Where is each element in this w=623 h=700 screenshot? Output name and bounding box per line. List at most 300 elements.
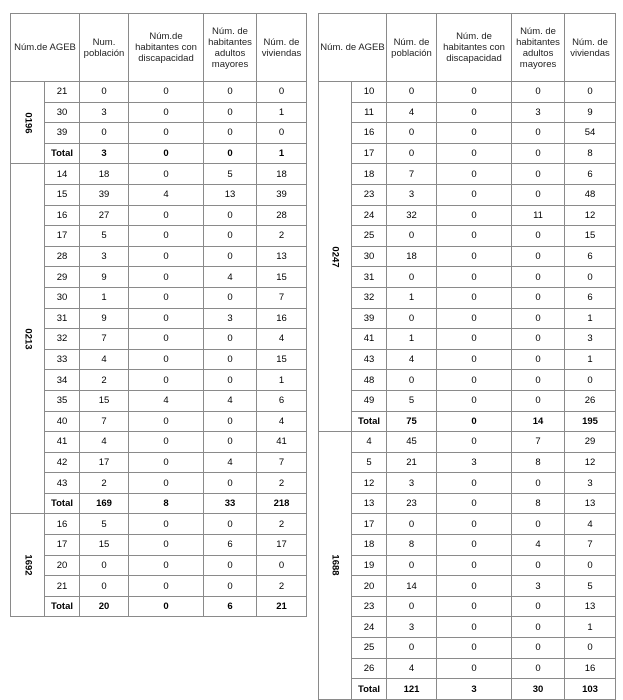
poblacion-cell: 7 — [80, 411, 129, 432]
viviendas-cell: 1 — [565, 308, 616, 329]
discapacidad-cell: 0 — [129, 267, 204, 288]
adultos-mayores-cell: 11 — [512, 205, 565, 226]
adultos-mayores-cell: 0 — [204, 329, 257, 350]
viviendas-cell: 54 — [565, 123, 616, 144]
table-row — [319, 267, 616, 288]
manzana-cell: 20 — [45, 555, 80, 576]
header-viviendas: Núm. de viviendas — [257, 14, 307, 82]
table-row — [11, 184, 307, 205]
discapacidad-cell: 0 — [129, 226, 204, 247]
poblacion-cell: 75 — [387, 411, 437, 432]
adultos-mayores-cell: 0 — [512, 164, 565, 185]
discapacidad-cell: 0 — [437, 493, 512, 514]
manzana-cell: 40 — [45, 411, 80, 432]
total-row — [11, 493, 307, 514]
viviendas-cell: 12 — [565, 205, 616, 226]
adultos-mayores-cell: 0 — [512, 267, 565, 288]
discapacidad-cell: 0 — [437, 411, 512, 432]
poblacion-cell: 14 — [387, 576, 437, 597]
discapacidad-cell: 0 — [437, 370, 512, 391]
adultos-mayores-cell: 0 — [512, 370, 565, 391]
poblacion-cell: 8 — [387, 535, 437, 556]
table-row — [319, 658, 616, 679]
table-row — [11, 123, 307, 144]
discapacidad-cell: 0 — [437, 390, 512, 411]
viviendas-cell: 1 — [565, 617, 616, 638]
poblacion-cell: 3 — [387, 184, 437, 205]
table-row — [11, 390, 307, 411]
discapacidad-cell: 0 — [437, 432, 512, 453]
viviendas-cell: 1 — [565, 349, 616, 370]
discapacidad-cell: 0 — [437, 267, 512, 288]
adultos-mayores-cell: 33 — [204, 493, 257, 514]
table-row — [319, 329, 616, 350]
table-row — [319, 205, 616, 226]
poblacion-cell: 1 — [387, 287, 437, 308]
viviendas-cell: 12 — [565, 452, 616, 473]
poblacion-cell: 39 — [80, 184, 129, 205]
manzana-cell: 23 — [352, 184, 387, 205]
adultos-mayores-cell: 6 — [204, 596, 257, 617]
discapacidad-cell: 0 — [437, 555, 512, 576]
viviendas-cell: 16 — [565, 658, 616, 679]
viviendas-cell: 3 — [565, 473, 616, 494]
poblacion-cell: 18 — [387, 246, 437, 267]
discapacidad-cell: 0 — [437, 638, 512, 659]
left-table — [10, 13, 307, 617]
table-row — [11, 555, 307, 576]
adultos-mayores-cell: 0 — [512, 82, 565, 103]
manzana-cell: 14 — [45, 164, 80, 185]
discapacidad-cell: 0 — [129, 287, 204, 308]
table-row — [319, 184, 616, 205]
viviendas-cell: 13 — [257, 246, 307, 267]
table-row — [11, 102, 307, 123]
manzana-cell: 24 — [352, 617, 387, 638]
poblacion-cell: 18 — [80, 164, 129, 185]
viviendas-cell: 6 — [565, 164, 616, 185]
poblacion-cell: 4 — [80, 432, 129, 453]
viviendas-cell: 7 — [565, 535, 616, 556]
manzana-cell: 42 — [45, 452, 80, 473]
poblacion-cell: 2 — [80, 370, 129, 391]
viviendas-cell: 15 — [257, 267, 307, 288]
viviendas-cell: 15 — [565, 226, 616, 247]
adultos-mayores-cell: 30 — [512, 679, 565, 700]
discapacidad-cell: 0 — [129, 349, 204, 370]
poblacion-cell: 0 — [387, 226, 437, 247]
manzana-cell: 25 — [352, 638, 387, 659]
table-row — [319, 493, 616, 514]
discapacidad-cell: 4 — [129, 184, 204, 205]
discapacidad-cell: 0 — [437, 246, 512, 267]
table-row — [11, 82, 307, 103]
poblacion-cell: 0 — [387, 638, 437, 659]
manzana-cell: 30 — [45, 287, 80, 308]
discapacidad-cell: 0 — [129, 82, 204, 103]
table-row — [319, 432, 616, 453]
discapacidad-cell: 0 — [129, 123, 204, 144]
poblacion-cell: 0 — [387, 123, 437, 144]
manzana-cell: 26 — [352, 658, 387, 679]
viviendas-cell: 13 — [565, 596, 616, 617]
poblacion-cell: 0 — [387, 308, 437, 329]
poblacion-cell: 20 — [80, 596, 129, 617]
viviendas-cell: 8 — [565, 143, 616, 164]
table-row — [11, 164, 307, 185]
table-row — [11, 576, 307, 597]
viviendas-cell: 1 — [257, 370, 307, 391]
table-row — [11, 452, 307, 473]
poblacion-cell: 1 — [387, 329, 437, 350]
discapacidad-cell: 0 — [129, 411, 204, 432]
manzana-cell: 32 — [352, 287, 387, 308]
poblacion-cell: 5 — [80, 226, 129, 247]
manzana-cell: 16 — [45, 514, 80, 535]
poblacion-cell: 0 — [80, 555, 129, 576]
adultos-mayores-cell: 14 — [512, 411, 565, 432]
viviendas-cell: 21 — [257, 596, 307, 617]
table-row — [319, 123, 616, 144]
poblacion-cell: 3 — [80, 102, 129, 123]
discapacidad-cell: 0 — [129, 596, 204, 617]
poblacion-cell: 0 — [80, 82, 129, 103]
viviendas-cell: 28 — [257, 205, 307, 226]
poblacion-cell: 0 — [387, 370, 437, 391]
poblacion-cell: 3 — [387, 473, 437, 494]
adultos-mayores-cell: 0 — [512, 514, 565, 535]
table-row — [11, 267, 307, 288]
ageb-code — [11, 164, 45, 514]
manzana-cell: 35 — [45, 390, 80, 411]
discapacidad-cell: 0 — [129, 246, 204, 267]
adultos-mayores-cell: 13 — [204, 184, 257, 205]
poblacion-cell: 2 — [80, 473, 129, 494]
table-row — [319, 452, 616, 473]
discapacidad-cell: 0 — [437, 576, 512, 597]
header-adultos-mayores: Núm. de habitantes adultos mayores — [512, 14, 565, 82]
adultos-mayores-cell: 0 — [512, 390, 565, 411]
discapacidad-cell: 0 — [437, 535, 512, 556]
viviendas-cell: 4 — [257, 329, 307, 350]
viviendas-cell: 3 — [565, 329, 616, 350]
manzana-cell: Total — [352, 411, 387, 432]
poblacion-cell: 4 — [387, 658, 437, 679]
manzana-cell: 11 — [352, 102, 387, 123]
table-row — [11, 432, 307, 453]
ageb-code — [319, 432, 352, 700]
manzana-cell: 15 — [45, 184, 80, 205]
manzana-cell: 49 — [352, 390, 387, 411]
viviendas-cell: 4 — [565, 514, 616, 535]
viviendas-cell: 4 — [257, 411, 307, 432]
manzana-cell: 18 — [352, 164, 387, 185]
poblacion-cell: 4 — [80, 349, 129, 370]
table-row — [319, 596, 616, 617]
adultos-mayores-cell: 0 — [204, 349, 257, 370]
poblacion-cell: 23 — [387, 493, 437, 514]
viviendas-cell: 6 — [257, 390, 307, 411]
viviendas-cell: 2 — [257, 473, 307, 494]
viviendas-cell: 0 — [257, 123, 307, 144]
header-ageb: Núm.de AGEB — [11, 14, 80, 82]
adultos-mayores-cell: 0 — [204, 205, 257, 226]
adultos-mayores-cell: 4 — [204, 390, 257, 411]
manzana-cell: 10 — [352, 82, 387, 103]
viviendas-cell: 41 — [257, 432, 307, 453]
adultos-mayores-cell: 0 — [204, 82, 257, 103]
ageb-code-label: 0213 — [22, 328, 33, 350]
manzana-cell: 30 — [45, 102, 80, 123]
viviendas-cell: 6 — [565, 287, 616, 308]
discapacidad-cell: 0 — [129, 555, 204, 576]
viviendas-cell: 7 — [257, 452, 307, 473]
adultos-mayores-cell: 0 — [204, 514, 257, 535]
manzana-cell: 33 — [45, 349, 80, 370]
viviendas-cell: 0 — [257, 82, 307, 103]
viviendas-cell: 15 — [257, 349, 307, 370]
discapacidad-cell: 0 — [129, 370, 204, 391]
manzana-cell: 43 — [45, 473, 80, 494]
discapacidad-cell: 8 — [129, 493, 204, 514]
table-row — [11, 473, 307, 494]
header-poblacion: Num. población — [80, 14, 129, 82]
viviendas-cell: 5 — [565, 576, 616, 597]
table-row — [11, 287, 307, 308]
adultos-mayores-cell: 0 — [204, 246, 257, 267]
adultos-mayores-cell: 0 — [512, 123, 565, 144]
discapacidad-cell: 0 — [129, 432, 204, 453]
poblacion-cell: 3 — [80, 246, 129, 267]
adultos-mayores-cell: 0 — [512, 658, 565, 679]
discapacidad-cell: 0 — [129, 164, 204, 185]
adultos-mayores-cell: 0 — [204, 123, 257, 144]
adultos-mayores-cell: 0 — [204, 432, 257, 453]
table-row — [319, 102, 616, 123]
discapacidad-cell: 0 — [129, 535, 204, 556]
discapacidad-cell: 0 — [437, 143, 512, 164]
discapacidad-cell: 0 — [437, 349, 512, 370]
discapacidad-cell: 0 — [437, 514, 512, 535]
discapacidad-cell: 0 — [129, 143, 204, 164]
manzana-cell: 17 — [45, 535, 80, 556]
poblacion-cell: 169 — [80, 493, 129, 514]
adultos-mayores-cell: 0 — [512, 617, 565, 638]
adultos-mayores-cell: 0 — [512, 349, 565, 370]
manzana-cell: 17 — [352, 143, 387, 164]
poblacion-cell: 0 — [387, 267, 437, 288]
poblacion-cell: 0 — [387, 82, 437, 103]
discapacidad-cell: 0 — [437, 329, 512, 350]
table-row — [11, 370, 307, 391]
poblacion-cell: 0 — [387, 596, 437, 617]
discapacidad-cell: 0 — [437, 596, 512, 617]
poblacion-cell: 1 — [80, 287, 129, 308]
viviendas-cell: 17 — [257, 535, 307, 556]
poblacion-cell: 0 — [80, 576, 129, 597]
adultos-mayores-cell: 0 — [204, 287, 257, 308]
header-adultos-mayores: Núm. de habitantes adultos mayores — [204, 14, 257, 82]
ageb-code-label: 1688 — [329, 554, 341, 577]
table-row — [319, 535, 616, 556]
poblacion-cell: 121 — [387, 679, 437, 700]
poblacion-cell: 3 — [387, 617, 437, 638]
adultos-mayores-cell: 0 — [512, 308, 565, 329]
table-row — [319, 370, 616, 391]
manzana-cell: 48 — [352, 370, 387, 391]
viviendas-cell: 9 — [565, 102, 616, 123]
manzana-cell: 34 — [45, 370, 80, 391]
viviendas-cell: 29 — [565, 432, 616, 453]
poblacion-cell: 4 — [387, 102, 437, 123]
adultos-mayores-cell: 0 — [512, 638, 565, 659]
manzana-cell: Total — [45, 143, 80, 164]
adultos-mayores-cell: 0 — [204, 473, 257, 494]
adultos-mayores-cell: 5 — [204, 164, 257, 185]
discapacidad-cell: 0 — [437, 102, 512, 123]
manzana-cell: 28 — [45, 246, 80, 267]
poblacion-cell: 0 — [387, 514, 437, 535]
header-ageb: Núm. de AGEB — [319, 14, 387, 82]
viviendas-cell: 2 — [257, 226, 307, 247]
adultos-mayores-cell: 3 — [512, 576, 565, 597]
poblacion-cell: 3 — [80, 143, 129, 164]
adultos-mayores-cell: 8 — [512, 452, 565, 473]
manzana-cell: 32 — [45, 329, 80, 350]
manzana-cell: 5 — [352, 452, 387, 473]
viviendas-cell: 0 — [565, 555, 616, 576]
table-row — [11, 349, 307, 370]
poblacion-cell: 9 — [80, 308, 129, 329]
poblacion-cell: 17 — [80, 452, 129, 473]
discapacidad-cell: 0 — [437, 82, 512, 103]
total-row — [319, 679, 616, 700]
adultos-mayores-cell: 3 — [204, 308, 257, 329]
discapacidad-cell: 0 — [437, 617, 512, 638]
manzana-cell: Total — [45, 596, 80, 617]
poblacion-cell: 15 — [80, 390, 129, 411]
poblacion-cell: 21 — [387, 452, 437, 473]
viviendas-cell: 6 — [565, 246, 616, 267]
table-row — [11, 308, 307, 329]
adultos-mayores-cell: 6 — [204, 535, 257, 556]
table-row — [11, 411, 307, 432]
adultos-mayores-cell: 0 — [512, 143, 565, 164]
poblacion-cell: 45 — [387, 432, 437, 453]
poblacion-cell: 5 — [80, 514, 129, 535]
discapacidad-cell: 0 — [437, 184, 512, 205]
table-row — [319, 514, 616, 535]
discapacidad-cell: 0 — [437, 473, 512, 494]
manzana-cell: Total — [45, 493, 80, 514]
manzana-cell: 13 — [352, 493, 387, 514]
adultos-mayores-cell: 0 — [512, 287, 565, 308]
manzana-cell: 17 — [352, 514, 387, 535]
manzana-cell: 16 — [45, 205, 80, 226]
manzana-cell: 39 — [352, 308, 387, 329]
adultos-mayores-cell: 0 — [512, 596, 565, 617]
table-row — [319, 308, 616, 329]
manzana-cell: 43 — [352, 349, 387, 370]
adultos-mayores-cell: 0 — [204, 555, 257, 576]
manzana-cell: 17 — [45, 226, 80, 247]
discapacidad-cell: 3 — [437, 679, 512, 700]
discapacidad-cell: 0 — [437, 226, 512, 247]
table-row — [11, 205, 307, 226]
poblacion-cell: 9 — [80, 267, 129, 288]
ageb-code — [11, 514, 45, 617]
discapacidad-cell: 0 — [129, 329, 204, 350]
manzana-cell: 25 — [352, 226, 387, 247]
poblacion-cell: 7 — [387, 164, 437, 185]
viviendas-cell: 1 — [257, 143, 307, 164]
ageb-code-label: 0247 — [329, 245, 341, 268]
poblacion-cell: 0 — [387, 143, 437, 164]
table-row — [319, 164, 616, 185]
viviendas-cell: 7 — [257, 287, 307, 308]
manzana-cell: 18 — [352, 535, 387, 556]
viviendas-cell: 0 — [565, 267, 616, 288]
viviendas-cell: 2 — [257, 576, 307, 597]
adultos-mayores-cell: 4 — [204, 452, 257, 473]
poblacion-cell: 15 — [80, 535, 129, 556]
poblacion-cell: 27 — [80, 205, 129, 226]
adultos-mayores-cell: 0 — [512, 184, 565, 205]
ageb-code — [319, 82, 352, 432]
manzana-cell: 4 — [352, 432, 387, 453]
total-row — [11, 143, 307, 164]
discapacidad-cell: 3 — [437, 452, 512, 473]
header-discapacidad: Núm. de habitantes con discapacidad — [437, 14, 512, 82]
viviendas-cell: 0 — [565, 82, 616, 103]
manzana-cell: 39 — [45, 123, 80, 144]
table-row — [319, 473, 616, 494]
table-row — [319, 638, 616, 659]
viviendas-cell: 16 — [257, 308, 307, 329]
poblacion-cell: 7 — [80, 329, 129, 350]
viviendas-cell: 2 — [257, 514, 307, 535]
viviendas-cell: 195 — [565, 411, 616, 432]
table-row — [319, 555, 616, 576]
table-row — [11, 246, 307, 267]
discapacidad-cell: 0 — [129, 576, 204, 597]
discapacidad-cell: 0 — [129, 308, 204, 329]
manzana-cell: 20 — [352, 576, 387, 597]
manzana-cell: 41 — [352, 329, 387, 350]
discapacidad-cell: 0 — [437, 658, 512, 679]
adultos-mayores-cell: 8 — [512, 493, 565, 514]
table-row — [319, 287, 616, 308]
table-row — [319, 143, 616, 164]
manzana-cell: 19 — [352, 555, 387, 576]
table-row — [11, 226, 307, 247]
viviendas-cell: 39 — [257, 184, 307, 205]
poblacion-cell: 5 — [387, 390, 437, 411]
manzana-cell: 12 — [352, 473, 387, 494]
manzana-cell: 30 — [352, 246, 387, 267]
poblacion-cell: 4 — [387, 349, 437, 370]
header-row — [319, 14, 616, 82]
adultos-mayores-cell: 0 — [204, 411, 257, 432]
viviendas-cell: 0 — [565, 370, 616, 391]
discapacidad-cell: 0 — [437, 164, 512, 185]
table-row — [319, 390, 616, 411]
discapacidad-cell: 0 — [437, 308, 512, 329]
adultos-mayores-cell: 0 — [204, 576, 257, 597]
header-discapacidad: Núm.de habitantes con discapacidad — [129, 14, 204, 82]
viviendas-cell: 103 — [565, 679, 616, 700]
viviendas-cell: 0 — [257, 555, 307, 576]
